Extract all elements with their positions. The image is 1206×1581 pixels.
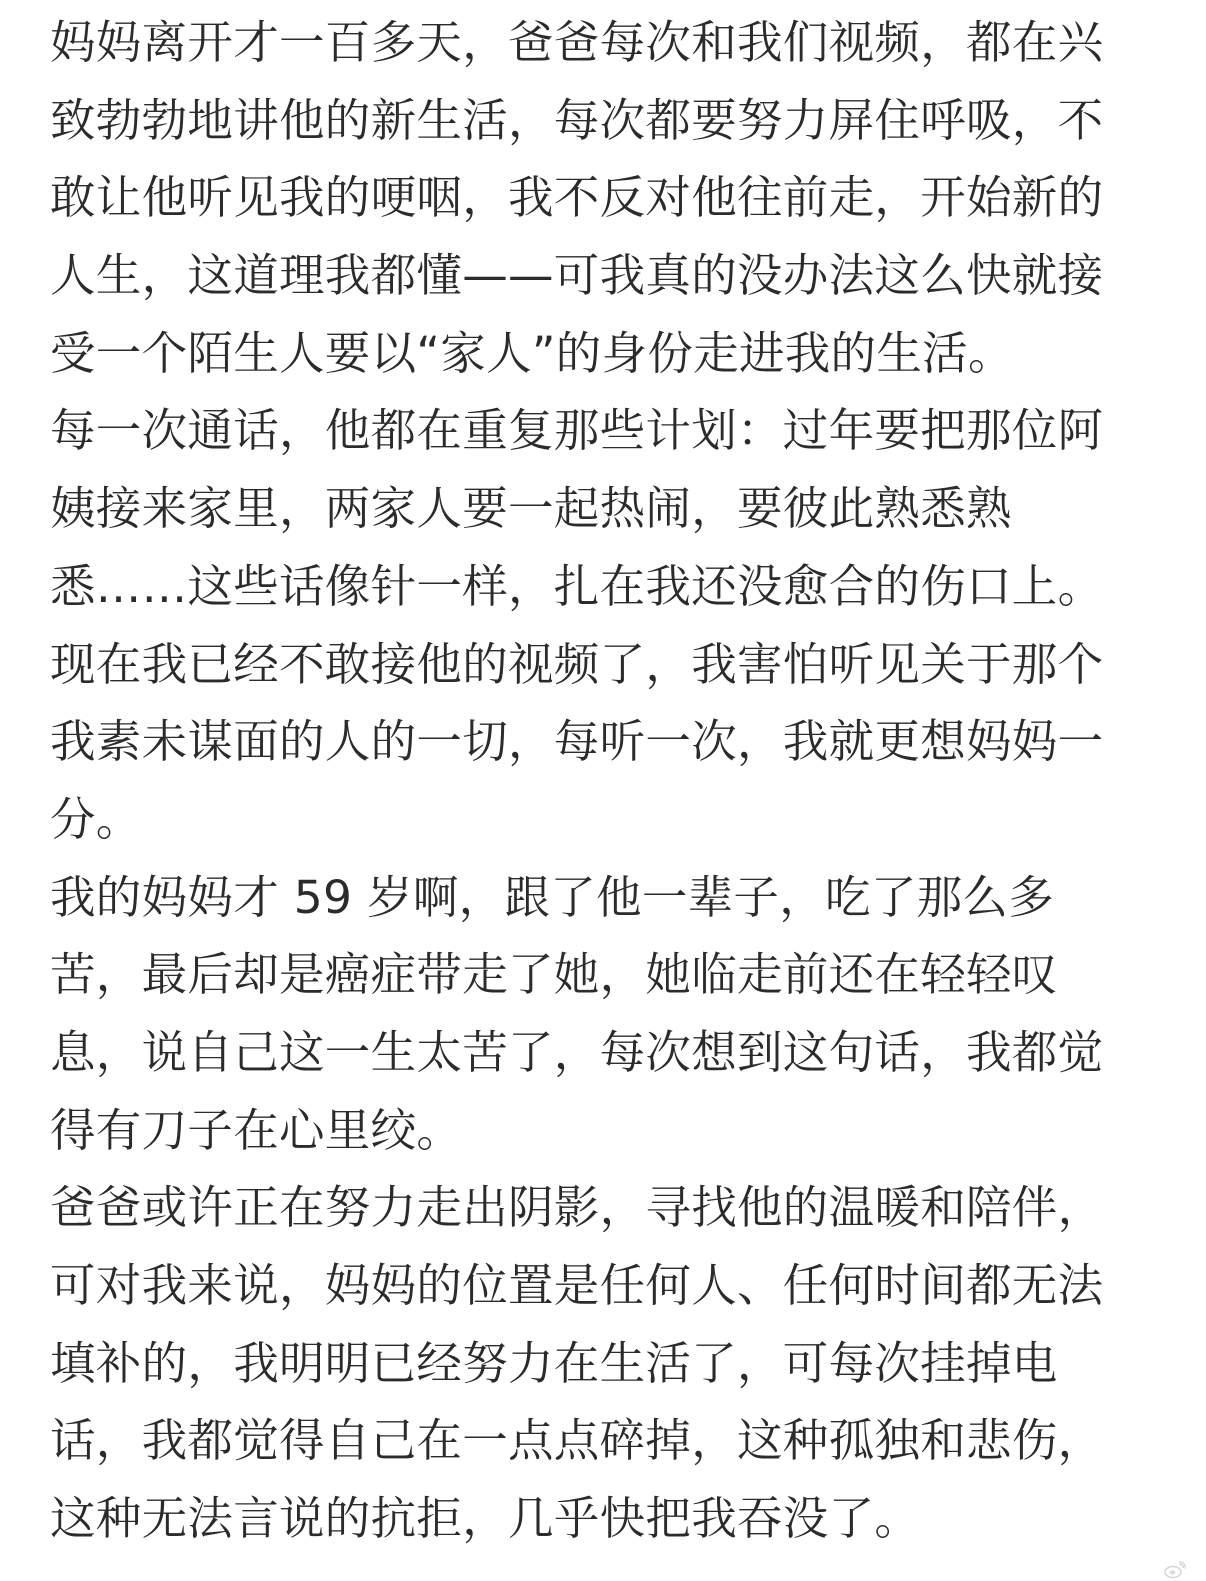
text-line: 悉……这些话像针一样，扎在我还没愈合的伤口上。 <box>50 559 1104 613</box>
text-line: 妈妈离开才一百多天，爸爸每次和我们视频，都在兴 <box>50 16 1104 69</box>
watermark <box>1164 1561 1192 1579</box>
post-body <box>50 4 1170 1558</box>
text-line: 我的妈妈才 59 岁啊，跟了他一辈子，吃了那么多 <box>50 870 1055 924</box>
text-line: 分。 <box>50 792 142 846</box>
text-line: 致勃勃地讲他的新生活，每次都要努力屏住呼吸，不 <box>50 93 1104 147</box>
text-line: 敢让他听见我的哽咽，我不反对他往前走，开始新的 <box>50 171 1104 225</box>
text-line: 我素未谋面的人的一切，每听一次，我就更想妈妈一 <box>50 715 1104 769</box>
text-line: 填补的，我明明已经努力在生活了，可每次挂掉电 <box>50 1336 1058 1390</box>
text-line: 姨接来家里，两家人要一起热闹，要彼此熟悉熟 <box>50 482 1012 536</box>
text-line: 得有刀子在心里绞。 <box>50 1103 463 1157</box>
text-line: 息，说自己这一生太苦了，每次想到这句话，我都觉 <box>50 1025 1104 1079</box>
text-line: 现在我已经不敢接他的视频了，我害怕听见关于那个 <box>50 637 1104 691</box>
text-line: 可对我来说，妈妈的位置是任何人、任何时间都无法 <box>50 1259 1104 1312</box>
weibo-logo-icon <box>1164 1561 1186 1579</box>
text-line: 人生，这道理我都懂——可我真的没办法这么快就接 <box>50 249 1104 303</box>
text-line: 爸爸或许正在努力走出阴影，寻找他的温暖和陪伴， <box>50 1181 1104 1235</box>
text-line: 话，我都觉得自己在一点点碎掉，这种孤独和悲伤， <box>50 1414 1104 1468</box>
text-line: 受一个陌生人要以“家人”的身份走进我的生活。 <box>50 326 1014 380</box>
text-line: 这种无法言说的抗拒，几乎快把我吞没了。 <box>50 1492 921 1546</box>
text-line: 苦，最后却是癌症带走了她，她临走前还在轻轻叹 <box>50 948 1058 1002</box>
text-line: 每一次通话，他都在重复那些计划：过年要把那位阿 <box>50 404 1104 458</box>
